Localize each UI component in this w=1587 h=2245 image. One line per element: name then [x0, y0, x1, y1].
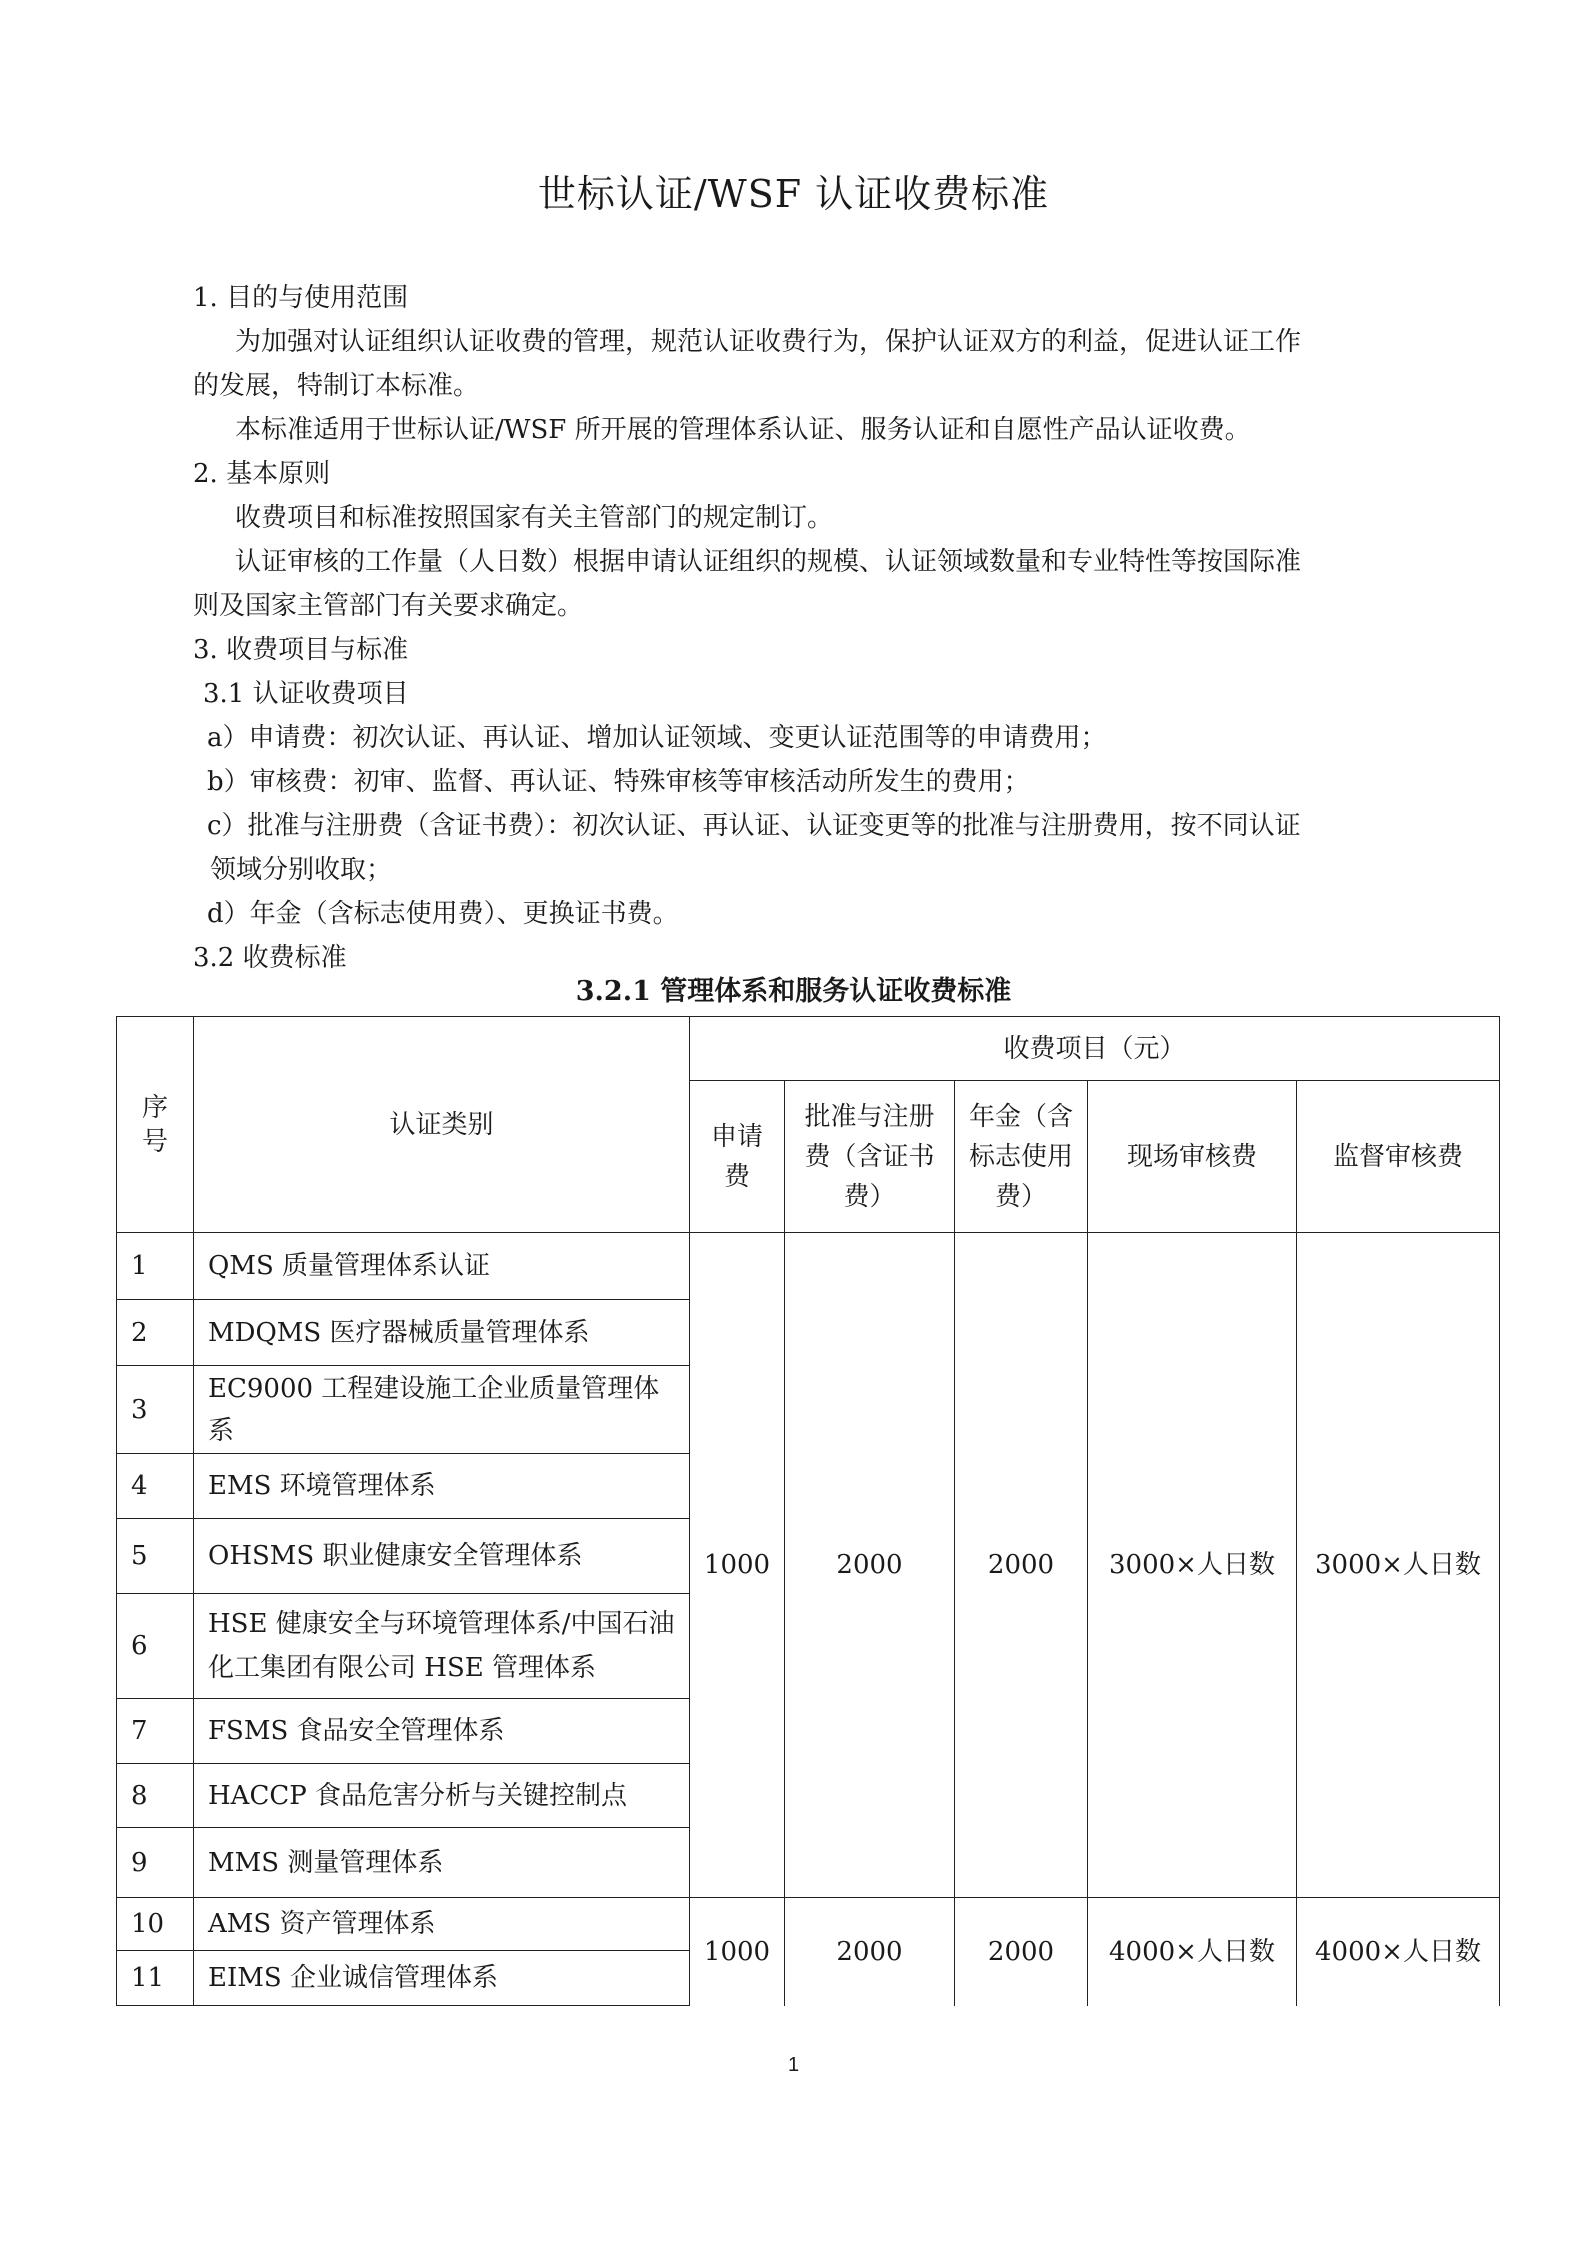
- row-no: 11: [117, 1951, 194, 2006]
- group1-approval-fee: 2000: [785, 1233, 955, 1898]
- group1-apply-fee: 1000: [690, 1233, 785, 1898]
- section-3-1-heading: 3.1 认证收费项目: [203, 679, 409, 709]
- row-category: FSMS 食品安全管理体系: [194, 1699, 690, 1764]
- table-header-row: [117, 1017, 1500, 1081]
- row-no: 5: [117, 1519, 194, 1594]
- table-row: [117, 1898, 1500, 1951]
- header-surveillance-audit-fee: 监督审核费: [1297, 1081, 1500, 1233]
- table-caption: 3.2.1 管理体系和服务认证收费标准: [575, 976, 1012, 1007]
- row-no: 3: [117, 1366, 194, 1454]
- header-fee-items: 收费项目（元）: [690, 1017, 1500, 1081]
- section-2-paragraph-2-cont: 则及国家主管部门有关要求确定。: [193, 591, 584, 621]
- list-item-c: c）批准与注册费（含证书费）：初次认证、再认证、认证变更等的批准与注册费用，按不同认证: [207, 811, 1301, 841]
- row-no: 10: [117, 1898, 194, 1951]
- header-onsite-audit-fee: 现场审核费: [1088, 1081, 1297, 1233]
- table-row: [117, 1233, 1500, 1300]
- section-1-paragraph-1-cont: 的发展，特制订本标准。: [193, 371, 480, 401]
- section-2-paragraph-1: 收费项目和标准按照国家有关主管部门的规定制订。: [235, 503, 834, 533]
- row-no: 6: [117, 1594, 194, 1699]
- section-3-2-heading: 3.2 收费标准: [193, 943, 347, 973]
- section-1-heading: 1. 目的与使用范围: [193, 283, 409, 313]
- row-category: MDQMS 医疗器械质量管理体系: [194, 1300, 690, 1366]
- row-category: MMS 测量管理体系: [194, 1828, 690, 1898]
- header-no: 序号: [117, 1017, 194, 1233]
- section-2-heading: 2. 基本原则: [193, 459, 331, 489]
- group2-annual-fee: 2000: [955, 1898, 1088, 2006]
- header-apply-fee: 申请费: [690, 1081, 785, 1233]
- group2-onsite-fee: 4000×人日数: [1088, 1898, 1297, 2006]
- row-no: 4: [117, 1454, 194, 1519]
- row-category: OHSMS 职业健康安全管理体系: [194, 1519, 690, 1594]
- group1-onsite-fee: 3000×人日数: [1088, 1233, 1297, 1898]
- row-category: QMS 质量管理体系认证: [194, 1233, 690, 1300]
- fee-table: [116, 1016, 1500, 2006]
- header-category: 认证类别: [194, 1017, 690, 1233]
- section-2-paragraph-2: 认证审核的工作量（人日数）根据申请认证组织的规模、认证领域数量和专业特性等按国际准: [235, 547, 1302, 577]
- section-1-paragraph-1: 为加强对认证组织认证收费的管理，规范认证收费行为，保护认证双方的利益，促进认证工作: [235, 327, 1302, 357]
- list-item-a: a）申请费：初次认证、再认证、增加认证领域、变更认证范围等的申请费用；: [207, 723, 1107, 753]
- group2-approval-fee: 2000: [785, 1898, 955, 2006]
- row-category: HSE 健康安全与环境管理体系/中国石油化工集团有限公司 HSE 管理体系: [194, 1594, 690, 1699]
- row-no: 8: [117, 1764, 194, 1828]
- section-1-paragraph-2: 本标准适用于世标认证/WSF 所开展的管理体系认证、服务认证和自愿性产品认证收费。: [235, 415, 1251, 445]
- group1-annual-fee: 2000: [955, 1233, 1088, 1898]
- list-item-b: b）审核费：初审、监督、再认证、特殊审核等审核活动所发生的费用；: [207, 767, 1030, 797]
- row-category: HACCP 食品危害分析与关键控制点: [194, 1764, 690, 1828]
- row-category: EMS 环境管理体系: [194, 1454, 690, 1519]
- list-item-d: d）年金（含标志使用费）、更换证书费。: [207, 899, 679, 929]
- group2-surveillance-fee: 4000×人日数: [1297, 1898, 1500, 2006]
- row-category: EIMS 企业诚信管理体系: [194, 1951, 690, 2006]
- group2-apply-fee: 1000: [690, 1898, 785, 2006]
- page-number: 1: [787, 2054, 800, 2076]
- row-category: EC9000 工程建设施工企业质量管理体系: [194, 1366, 690, 1454]
- row-no: 1: [117, 1233, 194, 1300]
- row-no: 2: [117, 1300, 194, 1366]
- row-no: 9: [117, 1828, 194, 1898]
- header-annual-fee: 年金（含标志使用费）: [955, 1081, 1088, 1233]
- header-approval-fee: 批准与注册费（含证书费）: [785, 1081, 955, 1233]
- list-item-c-cont: 领域分别收取；: [210, 855, 393, 885]
- row-category: AMS 资产管理体系: [194, 1898, 690, 1951]
- group1-surveillance-fee: 3000×人日数: [1297, 1233, 1500, 1898]
- page-title: 世标认证/WSF 认证收费标准: [537, 172, 1050, 216]
- row-no: 7: [117, 1699, 194, 1764]
- section-3-heading: 3. 收费项目与标准: [193, 635, 409, 665]
